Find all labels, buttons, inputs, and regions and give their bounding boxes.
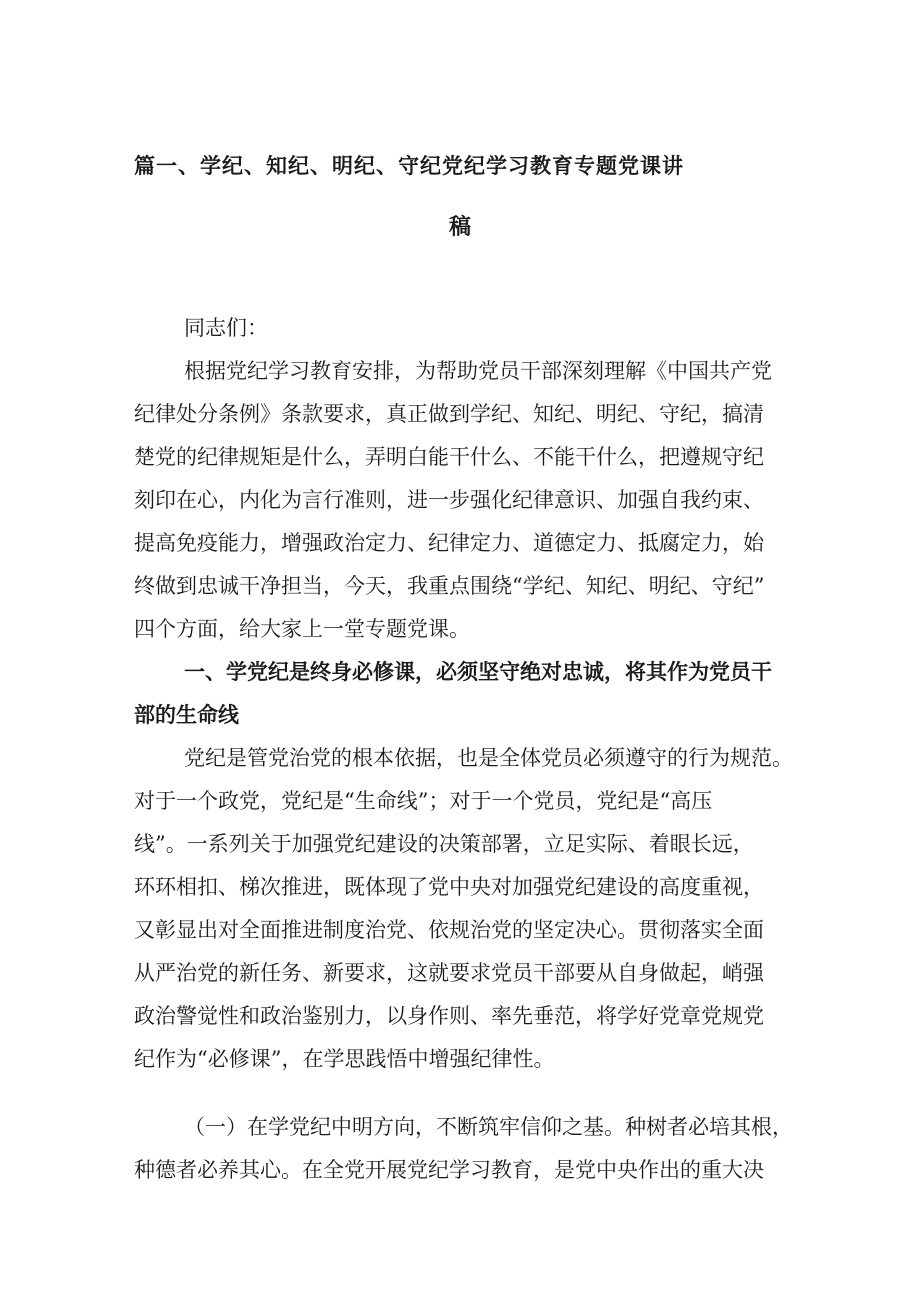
intro-line: 楚党的纪律规矩是什么，弄明白能干什么、不能干什么，把遵规守纪 xyxy=(134,445,764,469)
section-heading: 部的生命线 xyxy=(134,702,239,727)
intro-line: 刻印在心，内化为言行准则，进一步强化纪律意识、加强自我约束、 xyxy=(134,488,764,512)
document-title-continued: 稿 xyxy=(448,214,471,240)
intro-line: 四个方面，给大家上一堂专题党课。 xyxy=(134,617,470,641)
subsection-line: （一）在学党纪中明方向，不断筑牢信仰之基。种树者必培其根， xyxy=(184,1115,793,1139)
body-line: 党纪是管党治党的根本依据，也是全体党员必须遵守的行为规范。 xyxy=(184,746,793,770)
body-line: 又彰显出对全面推进制度治党、依规治党的坚定决心。贯彻落实全面 xyxy=(134,918,764,942)
body-line: 对于一个政党，党纪是“生命线”；对于一个党员，党纪是“高压 xyxy=(134,789,713,813)
body-line: 纪作为“必修课”，在学思践悟中增强纪律性。 xyxy=(134,1047,555,1071)
body-line: 线”。一系列关于加强党纪建设的决策部署，立足实际、着眼长远， xyxy=(134,832,754,856)
subsection-line: 种德者必养其心。在全党开展党纪学习教育，是党中央作出的重大决 xyxy=(134,1158,764,1182)
intro-line: 根据党纪学习教育安排，为帮助党员干部深刻理解《中国共产党 xyxy=(184,359,772,383)
salutation: 同志们： xyxy=(184,316,268,340)
intro-line: 提高免疫能力，增强政治定力、纪律定力、道德定力、抵腐定力，始 xyxy=(134,531,764,555)
body-line: 从严治党的新任务、新要求，这就要求党员干部要从自身做起，峭强 xyxy=(134,961,764,985)
intro-line: 终做到忠诚干净担当，今天，我重点围绕“学纪、知纪、明纪、守纪” xyxy=(134,574,765,598)
section-heading: 一、学党纪是终身必修课，必须坚守绝对忠诚，将其作为党员干 xyxy=(184,659,772,684)
body-line: 环环相扣、梯次推进，既体现了党中央对加强党纪建设的高度重视， xyxy=(134,875,764,899)
document-title: 篇一、学纪、知纪、明纪、守纪党纪学习教育专题党课讲 xyxy=(134,153,684,178)
intro-line: 纪律处分条例》条款要求，真正做到学纪、知纪、明纪、守纪，搞清 xyxy=(134,402,764,426)
body-line: 政治警觉性和政治鉴别力，以身作则、率先垂范，将学好党章党规党 xyxy=(134,1004,764,1028)
